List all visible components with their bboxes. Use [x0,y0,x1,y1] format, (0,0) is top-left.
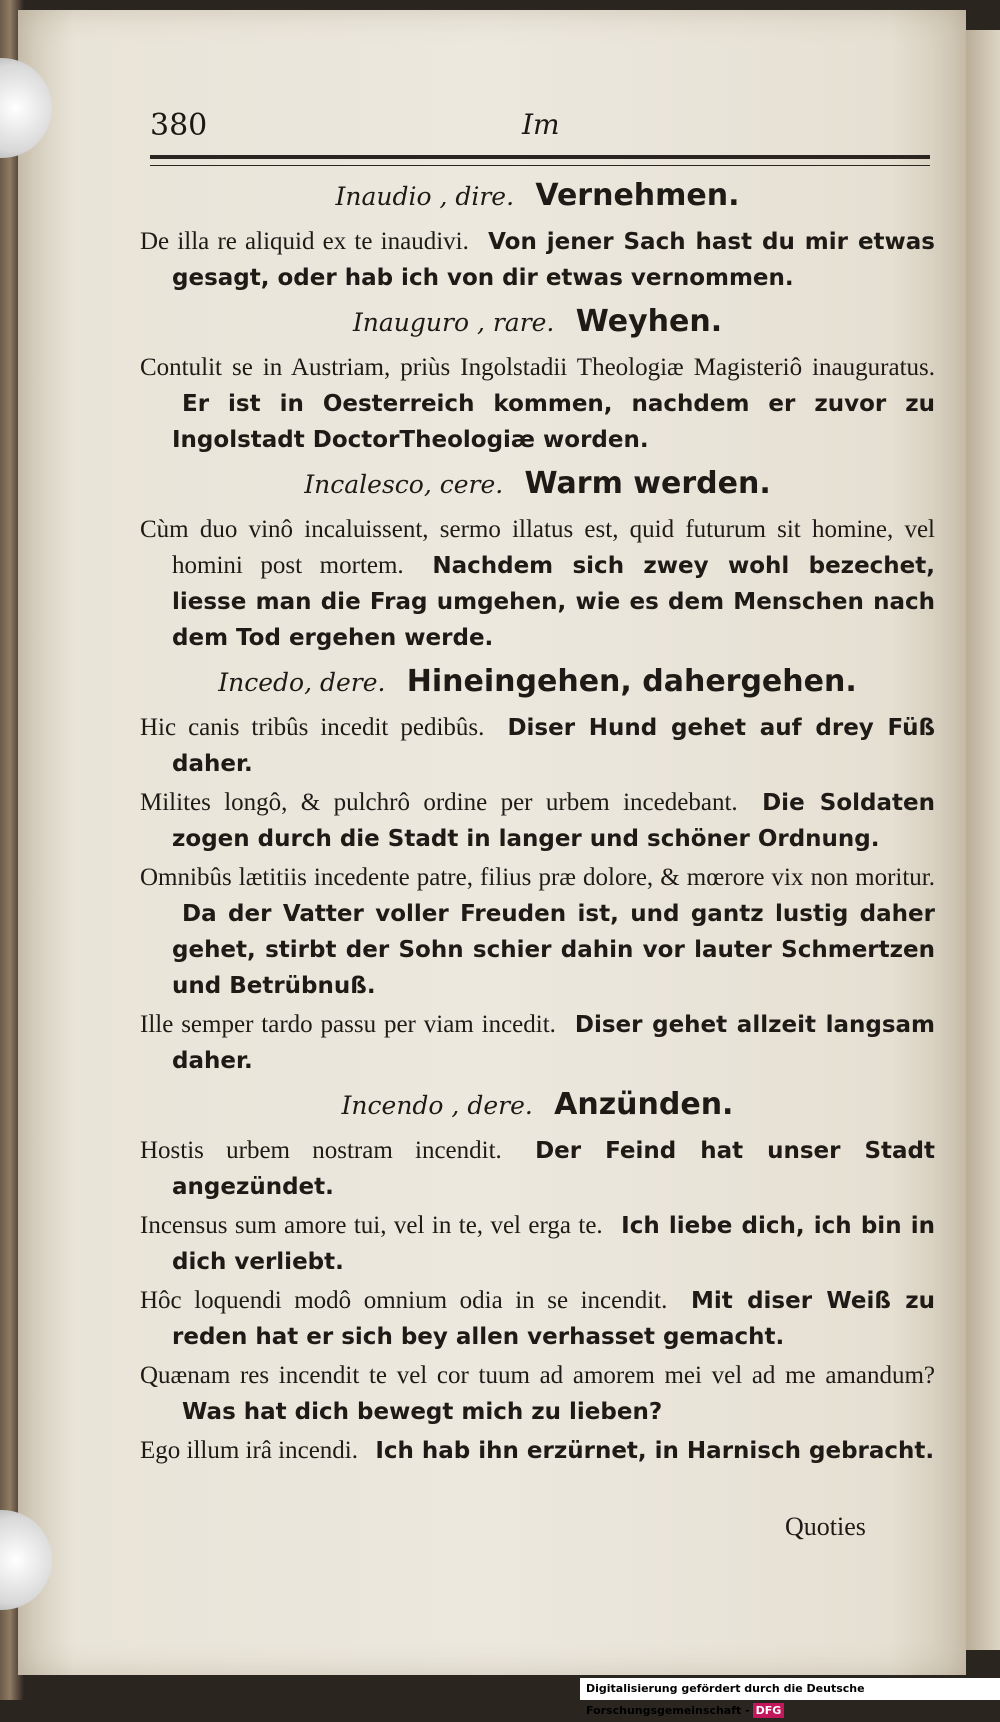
gloss: Vernehmen. [535,178,740,213]
german-translation: Mit diser Weiß zu reden hat er sich bey allen verhasset gemacht. [172,1288,936,1350]
entry-head [140,462,935,508]
latin-phrase: Quænam res incendit te vel cor tuum ad amorem mei vel ad me amandum? [140,1362,935,1389]
entry-head [140,660,935,706]
example [140,1358,935,1430]
german-translation: Die Soldaten zogen durch die Stadt in langer und schöner Ordnung. [172,790,936,852]
example [140,224,935,296]
german-translation: Diser gehet allzeit langsam daher. [172,1012,936,1074]
example [140,710,935,782]
example [140,860,935,1004]
page-header [150,108,930,148]
page-number: 380 [150,108,208,143]
latin-phrase: Ego illum irâ incendi. [140,1437,359,1464]
example [140,1433,935,1469]
lemma: Inaudio , dire. [335,182,515,211]
latin-phrase: Cùm duo vinô incaluissent, sermo illatus est, quid futurum sit homine, vel homini post mortem. [140,516,935,579]
latin-phrase: De illa re aliquid ex te inaudivi. [140,228,469,255]
dictionary-text [140,170,935,1472]
latin-phrase: Ille semper tardo passu per viam incedit. [140,1011,556,1038]
example [140,350,935,458]
latin-phrase: Incensus sum amore tui, vel in te, vel erga te. [140,1212,603,1239]
example [140,1007,935,1079]
latin-phrase: Milites longô, & pulchrô ordine per urbem incedebant. [140,789,738,816]
example [140,1133,935,1205]
example [140,785,935,857]
gloss: Warm werden. [524,466,771,501]
latin-phrase: Hostis urbem nostram incendit. [140,1137,502,1164]
german-translation: Diser Hund gehet auf drey Füß daher. [172,715,936,777]
example [140,1283,935,1355]
lemma: Incendo , dere. [341,1091,533,1120]
footer-text: Digitalisierung gefördert durch die Deutsche Forschungsgemeinschaft - [586,1682,865,1717]
latin-phrase: Contulit se in Austriam, priùs Ingolstadii Theologiæ Magisteriô inauguratus. [140,354,935,381]
german-translation: Nachdem sich zwey wohl bezechet, liesse man die Frag umgehen, wie es dem Menschen nach dem Tod ergehen werde. [172,553,936,651]
gloss: Hineingehen, dahergehen. [406,664,857,699]
running-head: Im [522,108,560,141]
entry-head [140,174,935,220]
example [140,512,935,656]
german-translation: Da der Vatter voller Freuden ist, und gantz lustig daher gehet, stirbt der Sohn schier dahin vor lauter Schmertzen und Betrübnuß. [172,901,935,999]
digitization-footer [580,1678,1000,1717]
lemma: Inauguro , rare. [352,308,555,337]
entry-head [140,300,935,346]
latin-phrase: Hic canis tribûs incedit pedibûs. [140,714,485,741]
gloss: Weyhen. [575,304,723,339]
catchword: Quoties [785,1512,866,1541]
german-translation: Von jener Sach hast du mir etwas gesagt, oder hab ich von dir etwas vernommen. [172,229,935,291]
lemma: Incalesco, cere. [304,470,504,499]
dfg-badge: DFG [753,1703,785,1718]
gloss: Anzünden. [554,1087,734,1122]
german-translation: Was hat dich bewegt mich zu lieben? [182,1399,663,1425]
latin-phrase: Omnibûs lætitiis incedente patre, filius præ dolore, & mœrore vix non moritur. [140,864,935,891]
german-translation: Er ist in Oesterreich kommen, nachdem er zuvor zu Ingolstadt DoctorTheologiæ worden. [172,391,935,453]
header-rule [150,155,930,166]
lemma: Incedo, dere. [218,668,386,697]
german-translation: Ich liebe dich, ich bin in dich verliebt. [172,1213,936,1275]
example [140,1208,935,1280]
german-translation: Ich hab ihn erzürnet, in Harnisch gebracht. [375,1438,935,1464]
adjacent-page-edge [966,30,1000,1650]
entry-head [140,1083,935,1129]
german-translation: Der Feind hat unser Stadt angezündet. [172,1138,935,1200]
latin-phrase: Hôc loquendi modô omnium odia in se incendit. [140,1287,668,1314]
